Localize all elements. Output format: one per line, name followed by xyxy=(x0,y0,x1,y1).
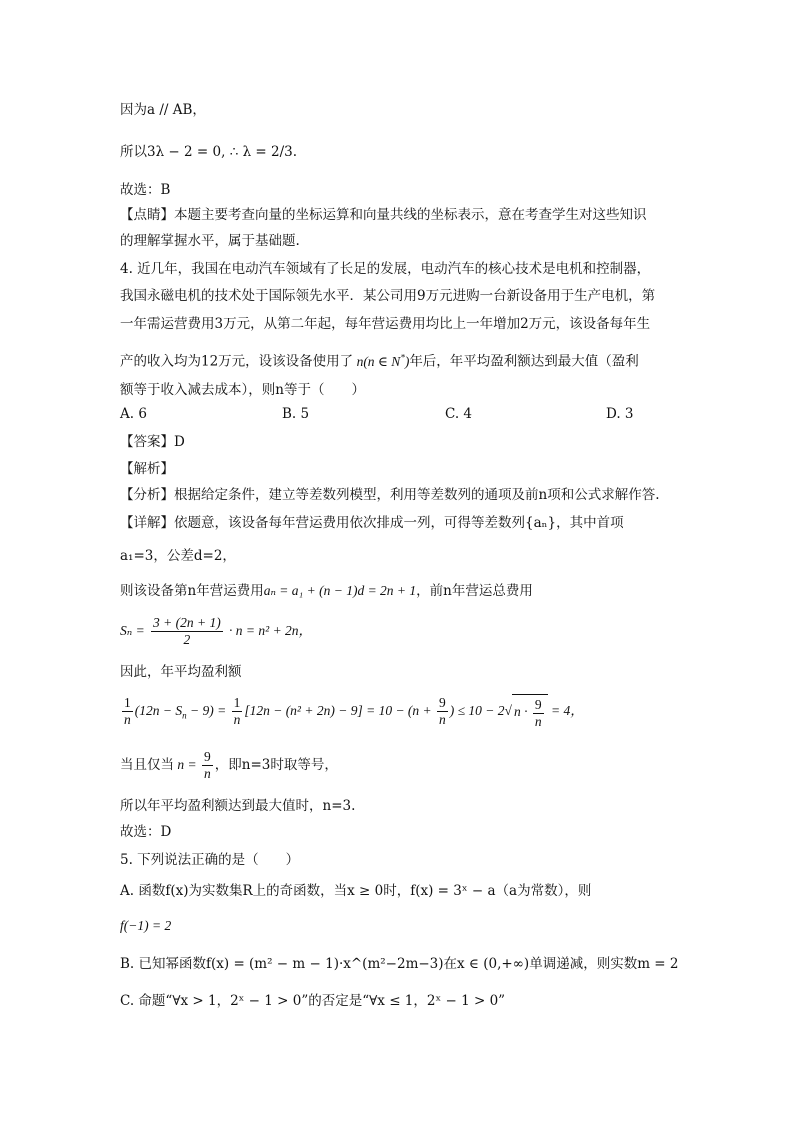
option-b: B. 5 xyxy=(282,406,310,422)
option-d: D. 3 xyxy=(606,406,634,422)
detail-line-3: 则该设备第n年营运费用aₙ = a₁ + (n − 1)d = 2n + 1，前n年营运总费用 xyxy=(120,583,533,599)
analysis-summary: 【分析】根据给定条件，建立等差数列模型，利用等差数列的通项及前n项和公式求解作答. xyxy=(120,487,660,503)
line-dianjing-cont: 的理解掌握水平，属于基础题. xyxy=(120,233,300,249)
profit-intro: 因此，年平均盈利额 xyxy=(120,664,242,680)
question-4-line-5: 额等于收入减去成本），则n等于（ ） xyxy=(120,382,365,398)
detail-line-1: 【详解】依题意，该设备每年营运费用依次排成一列，可得等差数列{aₙ}，其中首项 xyxy=(120,515,624,531)
analysis-label: 【解析】 xyxy=(120,461,174,477)
question-5-stem: 5. 下列说法正确的是（ ） xyxy=(120,852,300,868)
line-lambda-solution: 所以3λ − 2 = 0, ∴ λ = 2/3. xyxy=(120,144,298,160)
choose-d: 故选：D xyxy=(120,824,172,840)
question-4-line-1: 4. 近几年，我国在电动汽车领域有了长足的发展，电动汽车的核心技术是电机和控制器， xyxy=(120,261,651,277)
question-4-line-2: 我国永磁电机的技术处于国际领先水平．某公司用9万元进购一台新设备用于生产电机，第 xyxy=(120,288,656,304)
q5-option-b: B. 已知幂函数f(x) = (m² − m − 1)·x^(m²−2m−3)在x ∈ (0,+∞)单调递减，则实数m = 2 xyxy=(120,956,679,972)
profit-formula: $\frac{1}{n}$ $(12n - S_n - 9)$ = $\frac{1}{n}$ [12n − (n² + 2n) − 9] = 10 − (n + $\frac{9}{n}$ ) ≤ 10 − 2√ n · $\frac{9}{n}$ = 4， xyxy=(124,695,584,729)
q5-option-a-line-1: A. 函数f(x)为实数集R上的奇函数，当x ≥ 0时，f(x) = 3ˣ − a（a为常数），则 xyxy=(120,883,592,899)
option-a: A. 6 xyxy=(120,406,147,422)
line-choose-b: 故选：B xyxy=(120,182,171,198)
option-c: C. 4 xyxy=(445,406,473,422)
q5-option-a-line-2: f(−1) = 2 xyxy=(120,918,172,933)
sum-fraction: $\frac{3 + (2n + 1)}{2}$ xyxy=(153,615,221,647)
question-4-line-4: 产的收入均为12万元，设该设备使用了 n(n ∈ N*)年后，年平均盈利额达到最大值（盈利 xyxy=(120,352,639,370)
q5-option-c: C. 命题“∀x > 1，2ˣ − 1 > 0”的否定是“∀x ≤ 1，2ˣ − 1 > 0” xyxy=(120,993,506,1009)
answer-label: 【答案】D xyxy=(120,434,185,450)
line-dianjing: 【点睛】本题主要考查向量的坐标运算和向量共线的坐标表示，意在考查学生对这些知识 xyxy=(120,207,647,223)
line-vector-parallel: 因为a // AB， xyxy=(120,102,206,118)
detail-line-2: a₁=3，公差d=2， xyxy=(120,548,236,564)
n-in-naturals: n(n ∈ N*) xyxy=(353,352,410,369)
sum-formula: Sₙ = $\frac{3 + (2n + 1)}{2}$ · n = n² + 2n， xyxy=(120,615,313,647)
question-4-line-3: 一年需运营费用3万元，从第二年起，每年营运费用均比上一年增加2万元，该设备每年生 xyxy=(120,316,651,332)
equality-condition: 当且仅当 n = $\frac{9}{n}$ ，即n=3时取等号， xyxy=(120,749,338,781)
conclusion: 所以年平均盈利额达到最大值时，n=3. xyxy=(120,798,356,814)
